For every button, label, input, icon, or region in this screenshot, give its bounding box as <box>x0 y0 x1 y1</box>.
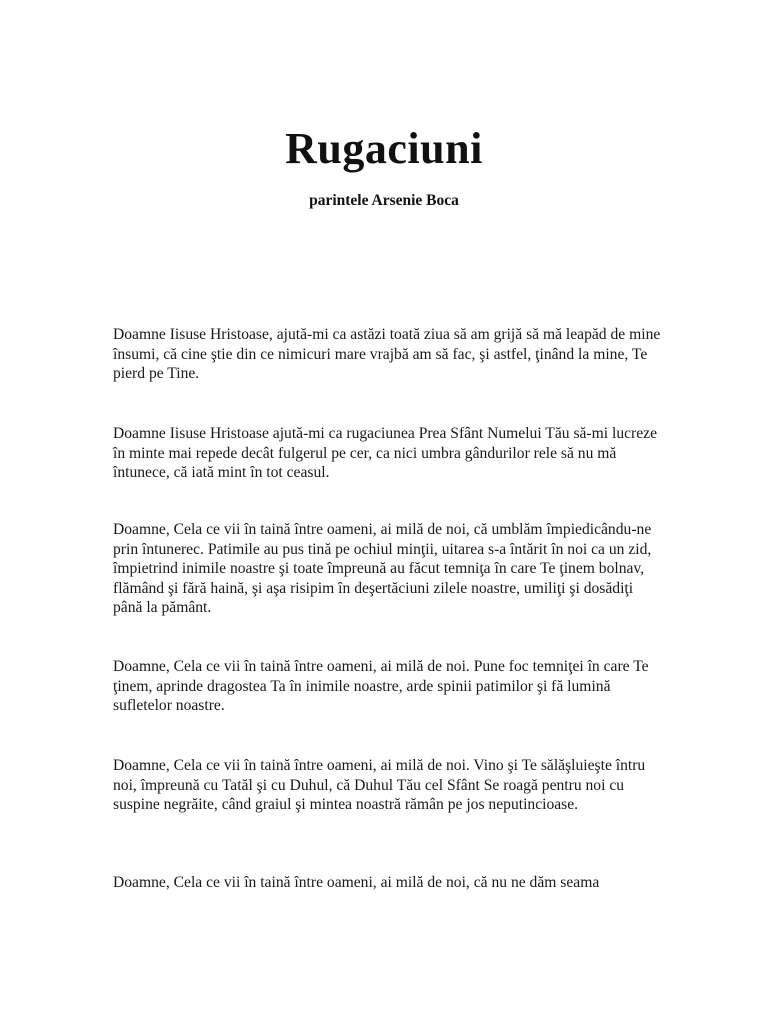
prayer-paragraph-3: Doamne, Cela ce vii în taină între oameni, ai milă de noi, că umblăm împiedicându-ne prin întunerec. Patimile au pus tină pe ochiul minţii, uitarea s-a întărit în noi ca un zid, împietrind inimile noastre şi toate împreună au făcut temniţa în care Te ţinem bolnav, flămând şi fără haină, şi aşa risipim în deşertăciuni zilele noastre, umiliţi şi dosădiţi până la pământ. <box>113 521 652 616</box>
prayer-paragraph-6: Doamne, Cela ce vii în taină între oameni, ai milă de noi, că nu ne dăm seama <box>113 874 600 891</box>
prayer-paragraph-5: Doamne, Cela ce vii în taină între oameni, ai milă de noi. Vino şi Te sălăşluieşte întru noi, împreună cu Tatăl şi cu Duhul, că Duhul Tău cel Sfânt Se roagă pentru noi cu suspine negrăite, când graiul şi mintea noastră rămân pe jos neputincioase. <box>113 757 646 813</box>
prayer-paragraph-1: Doamne Iisuse Hristoase, ajută-mi ca astăzi toată ziua să am grijă să mă leapăd de mine însumi, că cine ştie din ce nimicuri mare vrajbă am să fac, şi astfel, ţinând la mine, Te pierd pe Tine. <box>113 326 661 382</box>
document-title: Rugaciuni <box>285 124 483 173</box>
prayer-paragraph-4: Doamne, Cela ce vii în taină între oameni, ai milă de noi. Pune foc temniţei în care Te ţinem, aprinde dragostea Ta în inimile noastre, arde spinii patimilor şi fă lumină sufletelor noastre. <box>113 658 649 714</box>
document-subtitle: parintele Arsenie Boca <box>309 192 459 209</box>
prayer-paragraph-2: Doamne Iisuse Hristoase ajută-mi ca rugaciunea Prea Sfânt Numelui Tău să-mi lucreze în minte mai repede decât fulgerul pe cer, ca nici umbra gândurilor rele să nu mă întunece, că iată mint în tot ceasul. <box>113 425 657 481</box>
